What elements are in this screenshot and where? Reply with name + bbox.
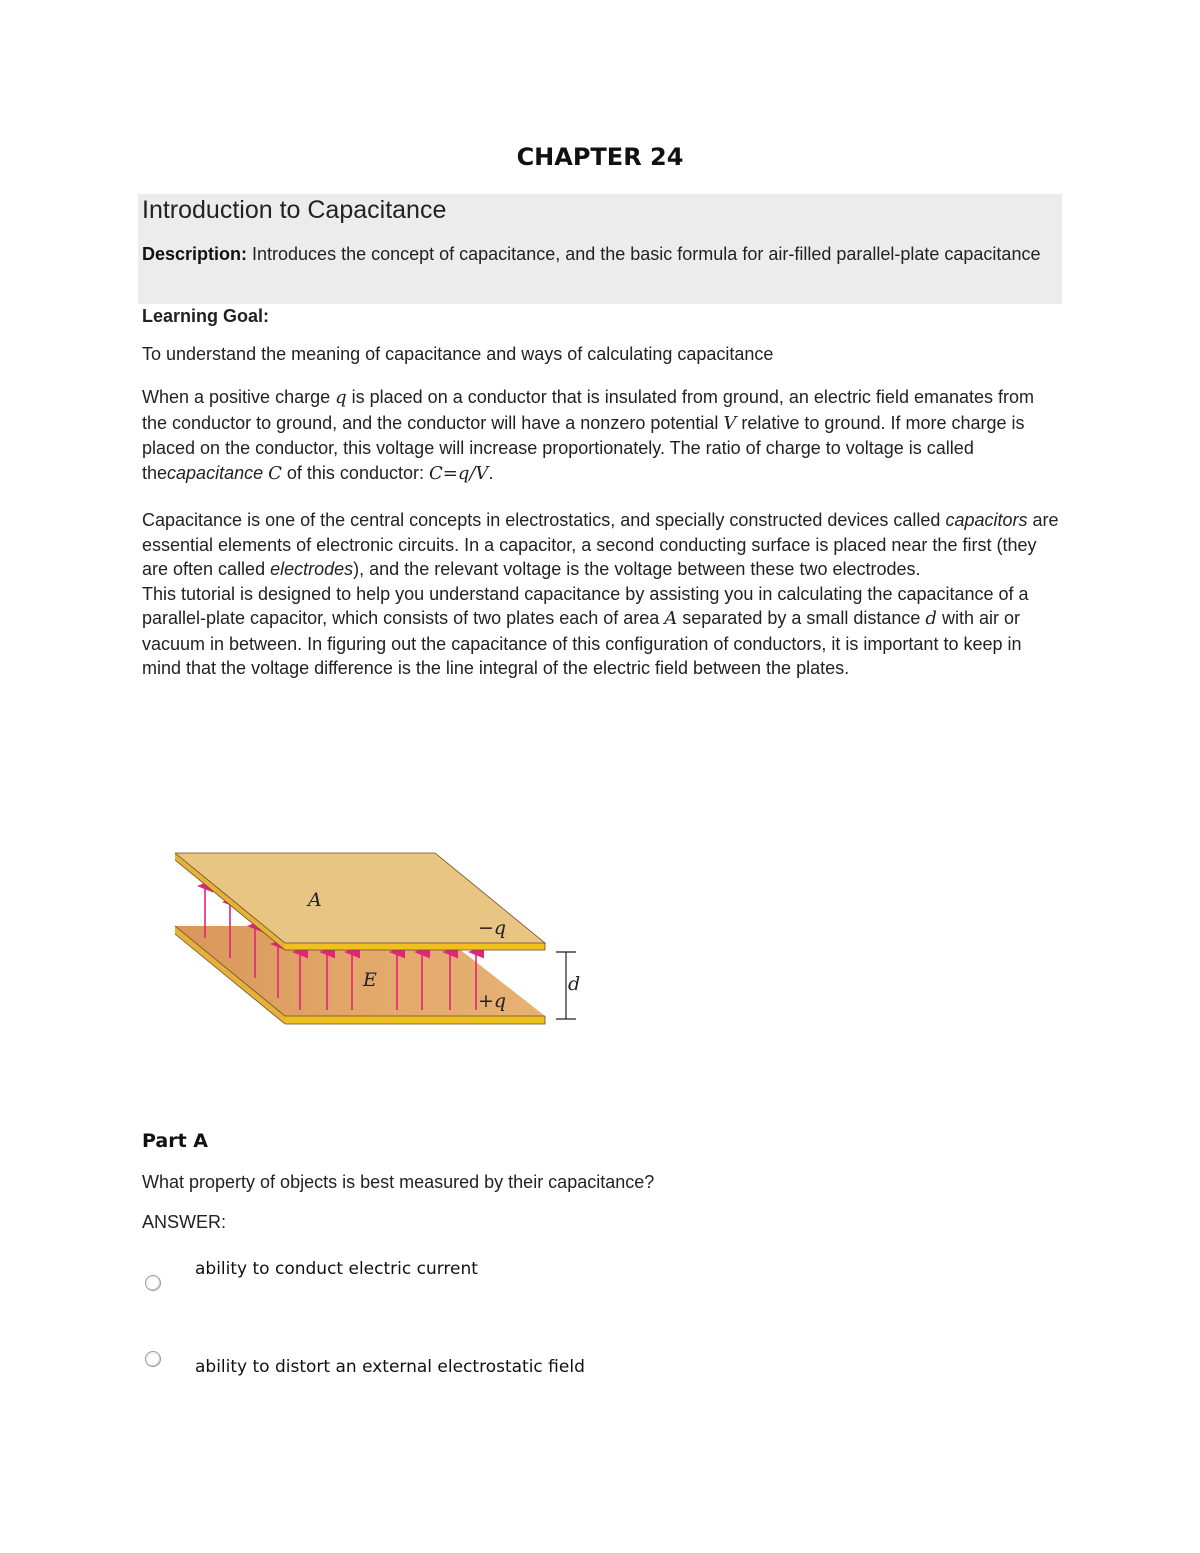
text-run: ), and the relevant voltage is the voltage between these two electrodes. <box>353 559 921 579</box>
answer-label: ANSWER: <box>142 1212 227 1232</box>
text-run: are essential elements of electronic circuits. In a capacitor, a second conducting surface is placed near the first (they are often called <box>142 510 1059 579</box>
distance-label: d <box>568 973 581 995</box>
parallel-plate-capacitor-diagram <box>160 840 600 1040</box>
text-run: relative to ground. If more charge is placed on the conductor, this voltage will increase proportionately. The ratio of charge to voltage is called the <box>142 412 1025 483</box>
text-run: of this conductor: <box>281 462 429 483</box>
option-2-label[interactable]: ability to distort an external electrostatic field <box>195 1357 585 1377</box>
option-2-radio[interactable] <box>145 1351 161 1367</box>
text-run: When a positive charge <box>142 387 336 407</box>
capacitance-formula: C=q/V <box>428 462 489 484</box>
learning-goal-text: To understand the meaning of capacitance and ways of calculating capacitance <box>142 344 774 364</box>
field-label: E <box>363 969 377 991</box>
text-run: Capacitance is one of the central concepts in electrostatics, and specially constructed devices called <box>142 510 946 530</box>
option-1-label[interactable]: ability to conduct electric current <box>195 1259 478 1279</box>
text-run: This tutorial is designed to help you understand capacitance by assisting you in calculating the capacitance of a parallel-plate capacitor, which consists of two plates each of area <box>142 583 1029 628</box>
text-run: . <box>488 462 494 483</box>
math-C: C <box>268 462 282 484</box>
option-1-radio[interactable] <box>145 1275 161 1291</box>
math-q: q <box>335 387 347 408</box>
area-label: A <box>308 889 322 911</box>
bottom-charge-label: +q <box>478 990 507 1012</box>
description-label: Description: <box>142 244 248 264</box>
math-V: V <box>723 412 737 434</box>
problem-description <box>142 242 1052 266</box>
text-run: separated by a small distance <box>677 608 926 628</box>
part-a-heading: Part A <box>142 1130 209 1152</box>
math-A: A <box>664 608 678 629</box>
chapter-heading: CHAPTER 24 <box>516 143 684 171</box>
problem-title: Introduction to Capacitance <box>142 196 447 224</box>
capacitance-term: capacitance <box>167 462 264 483</box>
math-d: d <box>925 608 937 629</box>
learning-goal-label: Learning Goal: <box>142 306 270 326</box>
description-text: Introduces the concept of capacitance, and the basic formula for air-filled parallel-plate capacitance <box>247 244 1041 264</box>
electrodes-term: electrodes <box>270 559 354 579</box>
top-charge-label: −q <box>478 917 507 939</box>
text-run: is placed on a conductor that is insulated from ground, an electric field emanates from the conductor to ground, and the conductor will have a nonzero potential <box>142 387 1035 433</box>
capacitors-term: capacitors <box>945 510 1028 530</box>
text-run: with air or vacuum in between. In figuring out the capacitance of this configuration of conductors, it is important to keep in mind that the voltage difference is the line integral of the electric field between the plates. <box>142 608 1022 678</box>
intro-paragraph <box>142 385 1062 486</box>
capacitor-paragraph <box>142 508 1062 681</box>
part-a-question: What property of objects is best measured by their capacitance? <box>142 1172 655 1192</box>
